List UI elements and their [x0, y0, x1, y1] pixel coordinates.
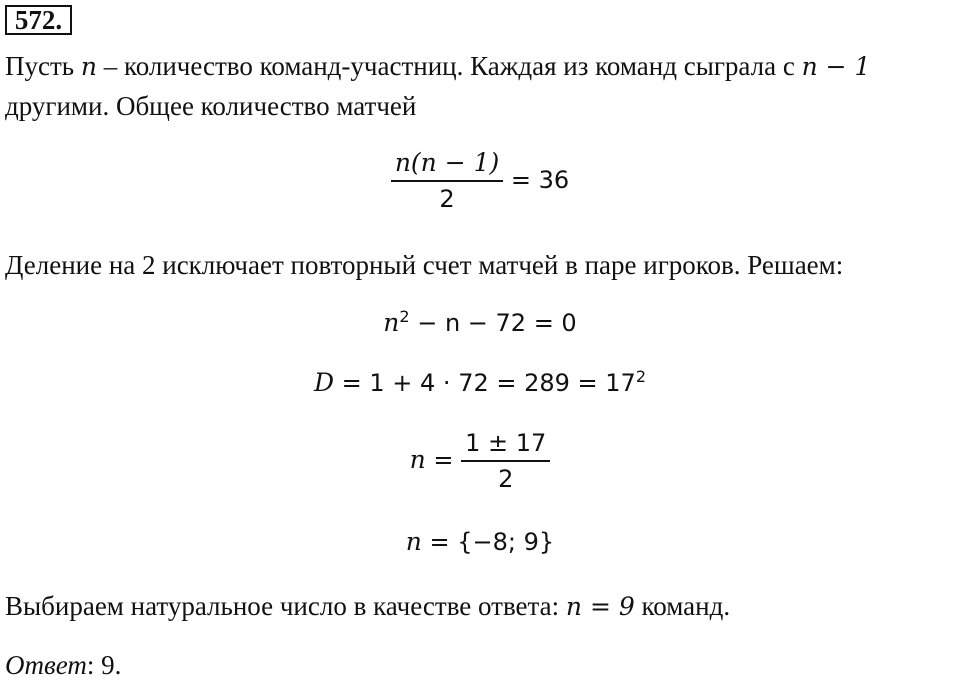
- equation-matches-count: [0, 148, 960, 214]
- exponent: 2: [635, 367, 646, 386]
- fraction-denominator: 2: [439, 185, 455, 213]
- math-expression-n-minus-1: n − 1: [801, 52, 871, 81]
- equals-sign: =: [425, 446, 462, 474]
- equation-discriminant: [0, 368, 960, 397]
- text-segment: Пусть: [5, 51, 81, 81]
- math-variable: D: [313, 368, 335, 397]
- text-segment: Выбираем натуральное число в качестве ответа:: [5, 591, 566, 621]
- math-expression-answer: n = 9: [565, 592, 635, 621]
- math-variable: n: [383, 308, 400, 337]
- equation-roots-formula: [0, 428, 960, 494]
- fraction-numerator: 1 ± 17: [461, 428, 550, 462]
- exponent: 2: [399, 307, 410, 326]
- fraction-numerator: n(n − 1): [391, 148, 503, 182]
- equation-body: = {−8; 9}: [421, 528, 555, 556]
- equation-roots: [0, 527, 960, 556]
- answer-label: Ответ: [5, 650, 87, 680]
- problem-number-badge: 572.: [5, 5, 72, 35]
- paragraph-1-line-2: другими. Общее количество матчей: [5, 91, 417, 121]
- text-segment: – количество команд-участниц. Каждая из команд сыграла с: [96, 51, 802, 81]
- paragraph-3: [5, 589, 730, 624]
- math-variable-n: n: [80, 52, 97, 81]
- math-variable: n: [405, 527, 422, 556]
- fraction-denominator: 2: [498, 465, 514, 493]
- paragraph-2: Деление на 2 исключает повторный счет матчей в паре игроков. Решаем:: [5, 250, 844, 280]
- math-variable: n: [409, 445, 426, 474]
- fraction: [461, 428, 550, 494]
- equation-body: − n − 72 = 0: [409, 309, 577, 337]
- paragraph-1-line-1: [5, 49, 870, 84]
- answer-value: : 9.: [86, 650, 122, 680]
- fraction: [391, 148, 503, 214]
- equation-rhs: = 36: [503, 166, 570, 194]
- text-segment: команд.: [634, 591, 731, 621]
- equation-body: = 1 + 4 · 72 = 289 = 17: [334, 369, 636, 397]
- equation-quadratic: [0, 308, 960, 337]
